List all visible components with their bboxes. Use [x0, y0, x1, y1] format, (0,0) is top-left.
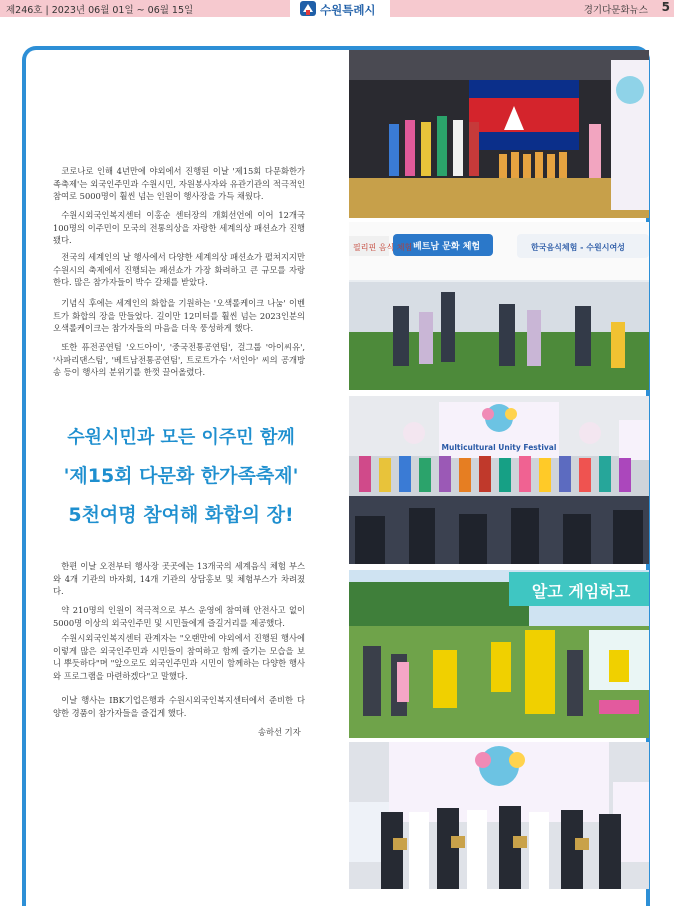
issue-and-date: 제246호 | 2023년 06월 01일 ~ 06월 15일: [6, 5, 194, 16]
article-paragraph: 이날 행사는 IBK기업은행과 수원시외국인복지센터에서 준비한 다양한 경품이 참가자들을 즐겁게 했다.: [53, 695, 305, 718]
header-bar-left: [0, 0, 290, 17]
page-number: 5: [661, 0, 670, 14]
photo-fashion-show: [349, 50, 649, 218]
article-paragraph: 전국의 세계인의 날 행사에서 다양한 세계의상 패션쇼가 펼쳐지지만 수원시의 축제에서 진행되는 패션쇼가 가장 화려하고 큰 규모를 자랑한다. 많은 참가자들이 박수 갈채를 받았다.: [53, 252, 305, 288]
article-paragraph: 수원시외국인복지센터 관계자는 "오랜만에 야외에서 진행된 행사에 이렇게 많은 외국인주민과 시민들이 참여하고 함께 즐기는 모습을 보니 뿌듯하다"며 "앞으로도 외국인주민과 시민이 함께하는 다양한 행사와 프로그램을 마련하겠다"고 말했다.: [53, 633, 305, 681]
header-bar-right: [390, 0, 674, 17]
photo-food-booths: [349, 222, 649, 390]
festival-banner: Multicultural Unity Festival: [441, 443, 557, 452]
logo-text: 수원특례시: [320, 3, 376, 17]
booth-banner-2: 베트남 문화 체험: [413, 242, 481, 252]
article-paragraph: 한편 이날 오전부터 행사장 곳곳에는 13개국의 세계음식 체험 부스와 4개 기관의 바자회, 14개 기관의 상담홍보 및 체험부스가 차려졌다.: [53, 561, 305, 597]
article-paragraph: 수원시외국인복지센터 이홍순 센터장의 개회선언에 이어 12개국 100명의 이주민이 모국의 전통의상을 자랑한 세계의상 패션쇼가 진행됐다.: [53, 210, 305, 246]
photo-game-tent: [349, 570, 649, 738]
city-logo: [298, 0, 384, 18]
photo-award-ceremony: [349, 742, 649, 889]
article-paragraph: 코로나로 인해 4년만에 야외에서 진행된 이날 '제15회 다문화한가족축제'는 외국인주민과 수원시민, 자원봉사자와 유관기관의 적극적인 참여로 5000명이 훨씬 넘는 인원이 행사장을 가득 채웠다.: [53, 166, 305, 202]
reporter-byline: 송하선 기자: [258, 727, 301, 737]
headline-line-1: 수원시민과 모든 이주민 함께: [67, 427, 295, 448]
photo-festival-hall: [349, 396, 649, 564]
game-tent-banner: 알고 게임하고: [531, 582, 631, 601]
headline-line-3: 5천여명 참여해 화합의 장!: [68, 504, 294, 526]
article-paragraph: 약 210명의 인원이 적극적으로 부스 운영에 참여해 안전사고 없이 5000명 이상의 외국인주민 및 시민들에게 즐길거리를 제공했다.: [53, 605, 305, 628]
booth-banner-1: 필리핀 음식 체험: [353, 243, 413, 252]
city-emblem-icon: [298, 0, 318, 18]
article-paragraph: 또한 퓨전공연팀 '오드아이', '중국전통공연팀', 걸그룹 '아이씨유', '사파리댄스팀', '베트남전통공연팀', 트로트가수 '서인아' 씨의 공개방송 등이 행사의 분위기를 한껏 끌어올렸다.: [53, 342, 305, 378]
booth-banner-3: 한국음식체험 - 수원시여성: [531, 243, 625, 252]
headline-line-2: '제15회 다문화 한가족축제': [63, 465, 299, 487]
article-paragraph: 기념식 후에는 세계인의 화합을 기원하는 '오색롤케이크 나눔' 이벤트가 화합의 장을 만들었다. 길이만 12미터를 훨씬 넘는 2023인분의 오색롤케이크는 참가자들의 마음을 더욱 풍성하게 했다.: [53, 298, 305, 334]
publication-name: 경기다문화뉴스: [583, 5, 648, 16]
